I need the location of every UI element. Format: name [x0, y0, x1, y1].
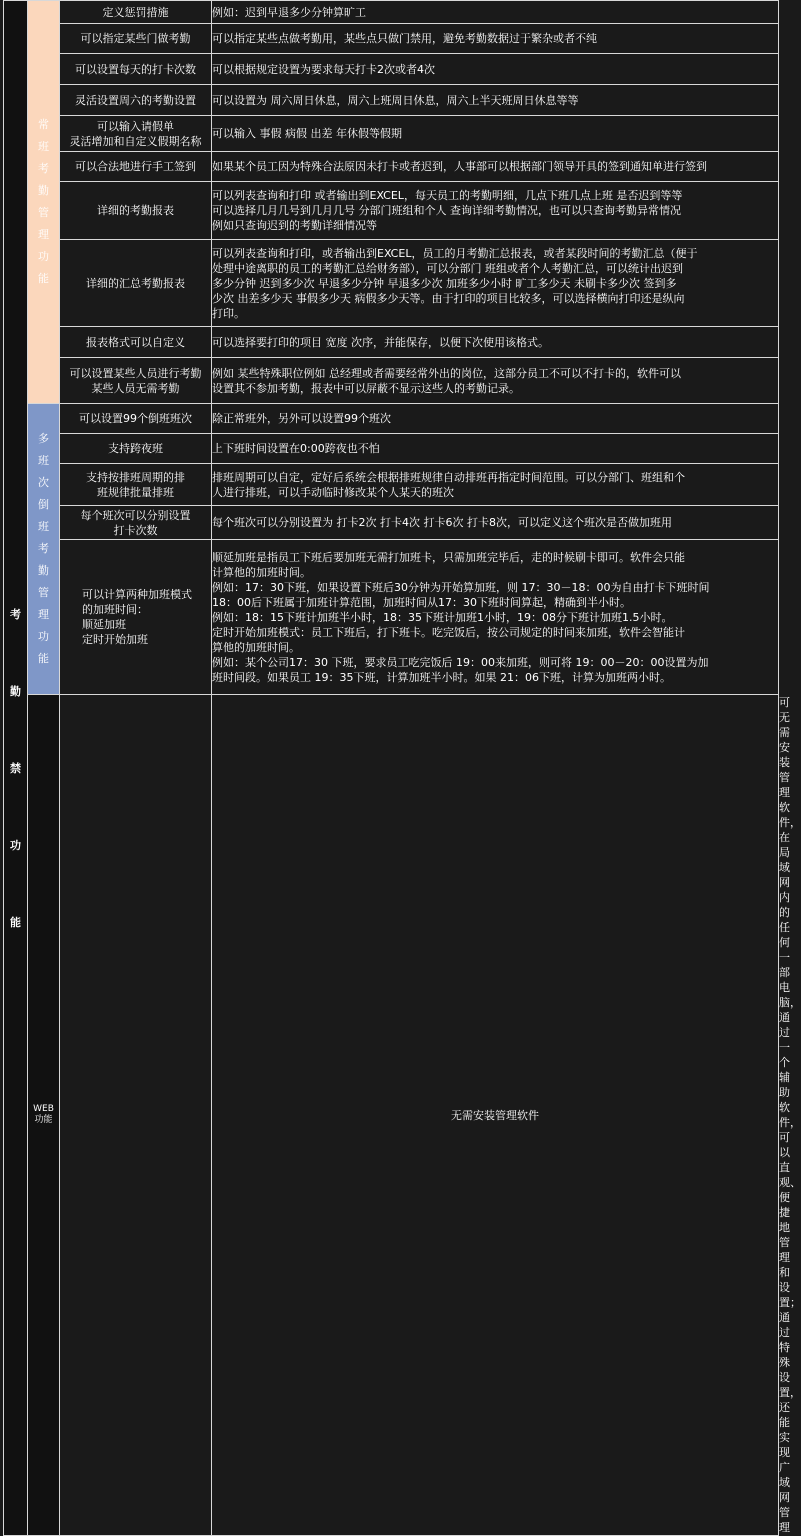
- category-char: 功: [10, 838, 21, 852]
- table-row: [4, 54, 779, 85]
- feature-name: 可以输入请假单 灵活增加和自定义假期名称: [60, 116, 212, 152]
- feature-description: 除正常班外，另外可以设置99个班次: [212, 404, 779, 434]
- table-row: [4, 152, 779, 182]
- table-row: [4, 182, 779, 240]
- category-char: 禁: [10, 761, 21, 775]
- feature-description: 上下班时间设置在0:00跨夜也不怕: [212, 434, 779, 464]
- feature-name: 可以设置每天的打卡次数: [60, 54, 212, 85]
- feature-description: 例如 某些特殊职位例如 总经理或者需要经常外出的岗位，这部分员工不可以不打卡的，软件可以 设置其不参加考勤，报表中可以屏蔽不显示这些人的考勤记录。: [212, 358, 779, 404]
- feature-name: 支持跨夜班: [60, 434, 212, 464]
- feature-description: 可以选择要打印的项目 宽度 次序，并能保存，以便下次使用该格式。: [212, 327, 779, 358]
- feature-name: 报表格式可以自定义: [60, 327, 212, 358]
- category-char: 能: [10, 915, 21, 929]
- feature-name: 可以指定某些门做考勤: [60, 24, 212, 54]
- feature-name: 可以设置99个倒班班次: [60, 404, 212, 434]
- table-row: [4, 506, 779, 540]
- feature-description: 可以输入 事假 病假 出差 年休假等假期: [212, 116, 779, 152]
- feature-description: 可以设置为 周六周日休息，周六上班周日休息，周六上半天班周日休息等等: [212, 85, 779, 116]
- feature-description: 排班周期可以自定，定好后系统会根据排班规律自动排班再指定时间范围。可以分部门、班组和个 人进行排班，可以手动临时修改某个人某天的班次: [212, 464, 779, 506]
- table-row: [4, 540, 779, 695]
- category-char: 考: [10, 607, 21, 621]
- table-row: [4, 116, 779, 152]
- table-row: [4, 404, 779, 434]
- feature-spec-table: [3, 0, 801, 1536]
- feature-name: 每个班次可以分别设置 打卡次数: [60, 506, 212, 540]
- feature-name: 详细的汇总考勤报表: [60, 240, 212, 327]
- empty-cell: [60, 695, 212, 1536]
- feature-name: 可以计算两种加班模式 的加班时间： 顺延加班 定时开始加班: [60, 540, 212, 695]
- table-row: [4, 358, 779, 404]
- subcategory-multi-shift: 多 班 次 倒 班 考 勤 管 理 功 能: [28, 404, 60, 695]
- subcategory-regular-attendance: 常 班 考 勤 管 理 功 能: [28, 1, 60, 404]
- table-row: [4, 24, 779, 54]
- feature-description: 可以根据规定设置为要求每天打卡2次或者4次: [212, 54, 779, 85]
- feature-name: 可以设置某些人员进行考勤 某些人员无需考勤: [60, 358, 212, 404]
- table-row: [4, 85, 779, 116]
- table-row: [4, 327, 779, 358]
- table-row: [4, 434, 779, 464]
- feature-name: 支持按排班周期的排 班规律批量排班: [60, 464, 212, 506]
- feature-name: 可以合法地进行手工签到: [60, 152, 212, 182]
- category-web-function: WEB 功能: [28, 695, 60, 1536]
- feature-name: 无需安装管理软件: [212, 695, 779, 1536]
- table-row: [4, 1, 779, 24]
- feature-description: 顺延加班是指员工下班后要加班无需打加班卡，只需加班完毕后，走的时候刷卡即可。软件会只能 计算他的加班时间。 例如：17：30下班，如果设置下班后30分钟为开始算加班，则 17：30－18：00为自由打卡下班时间 18：00后下班属于加班计算范围，加班时间从17：30下班时间算起，精确到半小时。 例如：18：15下班计加班半小时，18：35下班计加班1小时，19：08分下班计加班1.5小时。 定时开始加班模式：员工下班后，打下班卡。吃完饭后，按公司规定的时间来加班，软件会智能计 算他的加班时间。 例如：某个公司17：30 下班，要求员工吃完饭后 19：00来加班，则可将 19：00－20：00设置为加 班时间段。如果员工 19：35下班，计算加班半小时。如果 21：06下班，计算为加班两小时。: [212, 540, 779, 695]
- feature-description: 可以列表查询和打印 或者输出到EXCEL，每天员工的考勤明细，几点下班几点上班 是否迟到等等 可以选择几月几号到几月几号 分部门班组和个人 查询详细考勤情况，也可以只查询考勤异常情况 例如只查询迟到的考勤详细情况等: [212, 182, 779, 240]
- feature-description: 如果某个员工因为特殊合法原因未打卡或者迟到，人事部可以根据部门领导开具的签到通知单进行签到: [212, 152, 779, 182]
- feature-description: 可以列表查询和打印，或者输出到EXCEL，员工的月考勤汇总报表，或者某段时间的考勤汇总（便于 处理中途离职的员工的考勤汇总给财务部），可以分部门 班组或者个人考勤汇总，可以统计出迟到 多少分钟 迟到多少次 早退多少分钟 早退多少次 加班多少小时 旷工多少天 未刷卡多少次 签到多 少次 出差多少天 事假多少天 病假多少天等。由于打印的项目比较多，可以选择横向打印还是纵向 打印。: [212, 240, 779, 327]
- table-row: [4, 240, 779, 327]
- feature-name: 灵活设置周六的考勤设置: [60, 85, 212, 116]
- table-row: WEB 功能 无需安装管理软件 可无需安装管理软件，在局域网内的任何一部电脑，通过一个辅助软件，可以直观、便捷地管理和 设置；通过特殊设置，还能实现广域网管理: [4, 695, 779, 1536]
- feature-name: 详细的考勤报表: [60, 182, 212, 240]
- feature-description: 每个班次可以分别设置为 打卡2次 打卡4次 打卡6次 打卡8次，可以定义这个班次是否做加班用: [212, 506, 779, 540]
- category-attendance-access-function: [4, 1, 28, 1536]
- feature-description: 例如：迟到早退多少分钟算旷工: [212, 1, 779, 24]
- table-row: [4, 464, 779, 506]
- feature-name: 定义惩罚措施: [60, 1, 212, 24]
- feature-description: 可以指定某些点做考勤用，某些点只做门禁用，避免考勤数据过于繁杂或者不纯: [212, 24, 779, 54]
- category-char: 勤: [10, 684, 21, 698]
